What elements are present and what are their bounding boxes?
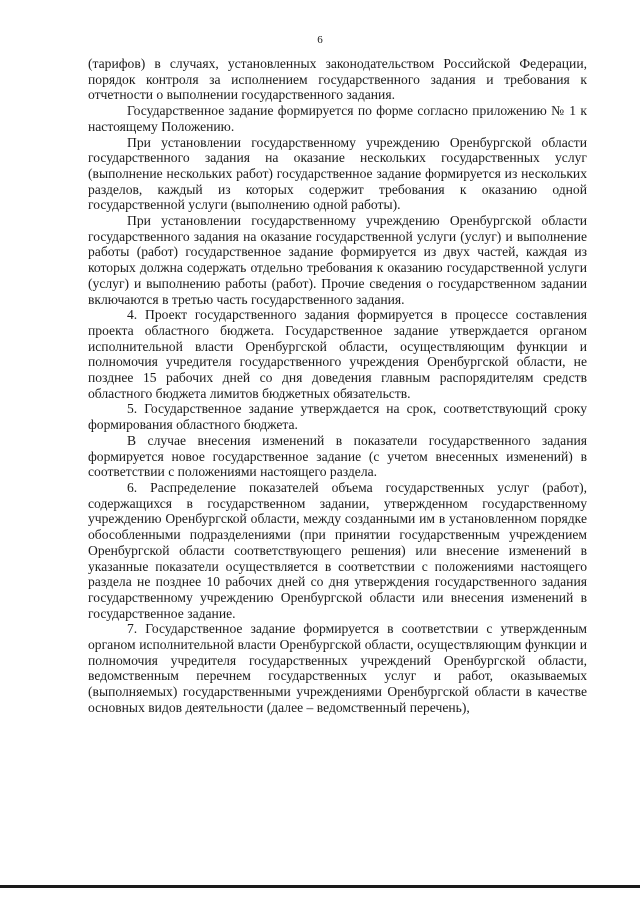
paragraph-form-appendix: Государственное задание формируется по форме согласно приложению № 1 к настоящему Положению. [88,103,587,134]
paragraph-item-5: 5. Государственное задание утверждается на срок, соответствующий сроку формирования областного бюджета. [88,401,587,433]
document-body [88,56,587,716]
paragraph-item-4: 4. Проект государственного задания формируется в процессе составления проекта областного бюджета. Государственное задание утверждается органом исполнительной власти Оренбургской области, осуществляющим функции и полномочия учредителя государственного учреждения Оренбургской области, не позднее 15 рабочих дней со дня доведения главным распорядителям средств областного бюджета лимитов бюджетных обязательств. [88,307,587,401]
paragraph-item-7: 7. Государственное задание формируется в соответствии с утвержденным органом исполнительной власти Оренбургской области, осуществляющим функции и полномочия учредителя государственных учреждений Оренбургской области, ведомственным перечнем государственных услуг и работ, оказываемых (выполняемых) государственными учреждениями Оренбургской области в качестве основных видов деятельности (далее – ведомственный перечень), [88,621,587,715]
paragraph-services-and-works: При установлении государственному учреждению Оренбургской области государственного задания на оказание государственной услуги (услуг) и выполнение работы (работ) государственное задание формируется из двух частей, каждая из которых должна содержать отдельно требования к оказанию государственной услуги (услуг) и выполнению работы (работ). Прочие сведения о государственном задании включаются в третью часть государственного задания. [88,213,587,307]
bottom-divider [0,885,640,888]
page-number: 6 [317,34,323,46]
paragraph-changes: В случае внесения изменений в показатели государственного задания формируется новое государственное задание (с учетом внесенных изменений) в соответствии с положениями настоящего раздела. [88,432,587,480]
paragraph-tariffs-continuation: (тарифов) в случаях, установленных законодательством Российской Федерации, порядок контроля за исполнением государственного задания и требования к отчетности о выполнении государственного задания. [88,56,587,103]
paragraph-item-6: 6. Распределение показателей объема государственных услуг (работ), содержащихся в государственном задании, утвержденном государственному учреждению Оренбургской области, между созданными им в установленном порядке обособленными подразделениями (при принятии государственным учреждением Оренбургской области соответствующего решения) или внесение изменений в указанные показатели осуществляется в соответствии с положениями настоящего раздела не позднее 10 рабочих дней со дня утверждения государственного задания государственному учреждению Оренбургской области или внесения изменений в государственное задание. [88,479,587,621]
paragraph-multiple-services: При установлении государственному учреждению Оренбургской области государственного задания на оказание нескольких государственных услуг (выполнение нескольких работ) государственное задание формируется из нескольких разделов, каждый из которых содержит требования к оказанию одной государственной услуги (выполнению одной работы). [88,134,587,213]
